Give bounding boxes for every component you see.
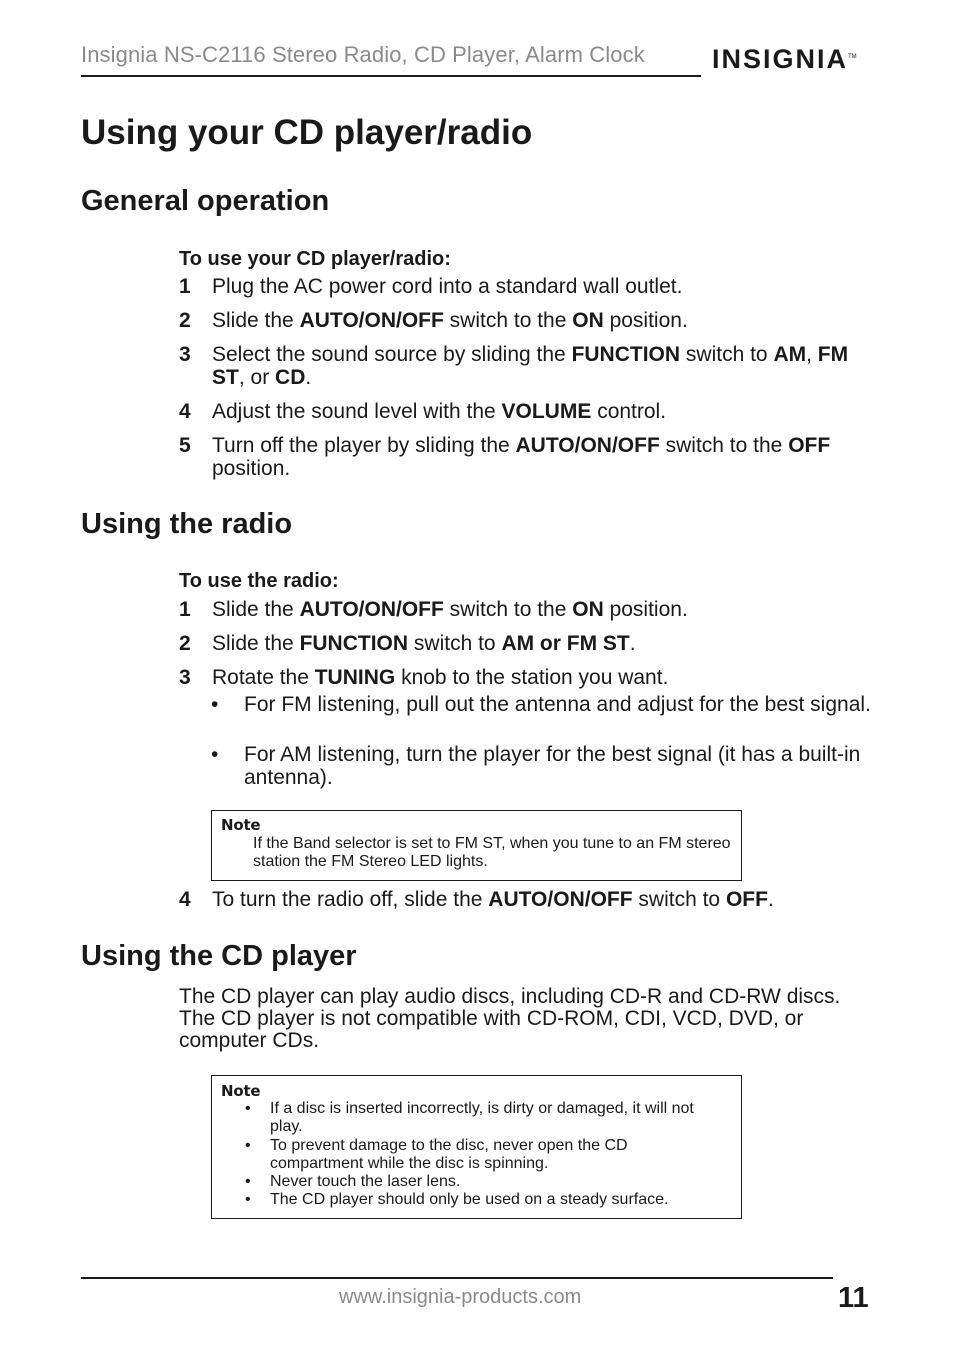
bullet-glyph: • xyxy=(245,1173,251,1190)
bold-term: AUTO/ON/OFF xyxy=(299,598,444,621)
step-text: To turn the radio off, slide the AUTO/ON/OFF switch to OFF. xyxy=(212,888,774,911)
procedure-title-general: To use your CD player/radio: xyxy=(179,248,451,270)
footer-rule xyxy=(81,1277,833,1279)
step-general-4 xyxy=(179,400,879,423)
step-number: 2 xyxy=(179,309,191,332)
step-number: 1 xyxy=(179,598,191,621)
section-heading-radio: Using the radio xyxy=(81,508,293,540)
bold-term: ON xyxy=(572,309,604,332)
step-text: Select the sound source by sliding the FUNCTION switch to AM, FM ST, or CD. xyxy=(212,343,849,389)
step-general-2 xyxy=(179,309,879,332)
bold-term: OFF xyxy=(788,434,831,457)
page-number: 11 xyxy=(838,1282,869,1314)
bold-term: FUNCTION xyxy=(571,343,681,366)
cd-paragraph: The CD player can play audio discs, including CD-R and CD-RW discs. The CD player is not compatible with CD-ROM, CDI, VCD, DVD, or computer CDs. xyxy=(179,985,841,1052)
step-text: Adjust the sound level with the VOLUME control. xyxy=(212,400,667,423)
section-heading-general: General operation xyxy=(81,185,330,217)
step-general-1 xyxy=(179,275,879,298)
note-bullet-1 xyxy=(245,1100,725,1136)
bold-term: FUNCTION xyxy=(299,632,409,655)
bullet-text: For FM listening, pull out the antenna and adjust for the best signal. xyxy=(244,693,871,716)
step-radio-3 xyxy=(179,666,879,689)
bold-term: TUNING xyxy=(314,666,396,689)
logo-trademark: TM xyxy=(848,54,857,60)
step-text: Slide the FUNCTION switch to AM or FM ST. xyxy=(212,632,636,655)
step-general-5 xyxy=(179,434,879,480)
step-number: 5 xyxy=(179,434,191,457)
note-text: If the Band selector is set to FM ST, when you tune to an FM stereo station the FM Stereo LED lights. xyxy=(253,835,731,870)
step-text: Slide the AUTO/ON/OFF switch to the ON position. xyxy=(212,309,688,332)
bullet-glyph: • xyxy=(245,1191,251,1208)
step-number: 2 xyxy=(179,632,191,655)
note-bullet-text: To prevent damage to the disc, never open the CD compartment while the disc is spinning. xyxy=(270,1137,628,1172)
bold-term: CD xyxy=(275,366,306,389)
note-bullet-4 xyxy=(245,1191,725,1209)
insignia-logo xyxy=(712,44,857,75)
note-box-cd xyxy=(211,1075,742,1219)
bold-term: AUTO/ON/OFF xyxy=(299,309,444,332)
step-radio-4 xyxy=(179,888,879,911)
bullet-glyph: • xyxy=(211,743,219,766)
running-header: Insignia NS-C2116 Stereo Radio, CD Player, Alarm Clock xyxy=(81,42,645,67)
bold-term: VOLUME xyxy=(501,400,592,423)
step-number: 3 xyxy=(179,343,191,366)
note-bullet-text: Never touch the laser lens. xyxy=(270,1173,461,1190)
bullet-glyph: • xyxy=(211,693,219,716)
logo-text: INSIGNIA xyxy=(712,44,849,74)
step-text: Rotate the TUNING knob to the station you want. xyxy=(212,666,669,689)
note-bullet-3 xyxy=(245,1173,725,1191)
bold-term: AM or FM ST xyxy=(501,632,630,655)
note-bullet-text: If a disc is inserted incorrectly, is dirty or damaged, it will not play. xyxy=(270,1100,694,1135)
note-label: Note xyxy=(221,1082,261,1100)
bold-term: AUTO/ON/OFF xyxy=(488,888,633,911)
step-number: 4 xyxy=(179,400,191,423)
section-heading-cd: Using the CD player xyxy=(81,940,357,972)
page-title: Using your CD player/radio xyxy=(81,113,533,152)
step-radio-1 xyxy=(179,598,879,621)
bullet-text: For AM listening, turn the player for the best signal (it has a built-in antenna). xyxy=(244,743,861,789)
procedure-title-radio: To use the radio: xyxy=(179,570,339,592)
bold-term: AUTO/ON/OFF xyxy=(515,434,660,457)
note-bullet-text: The CD player should only be used on a steady surface. xyxy=(270,1191,669,1208)
bullet-glyph: • xyxy=(245,1100,251,1117)
step-text: Turn off the player by sliding the AUTO/ON/OFF switch to the OFF position. xyxy=(212,434,831,480)
step-number: 1 xyxy=(179,275,191,298)
footer-url: www.insignia-products.com xyxy=(339,1286,582,1308)
header-rule xyxy=(81,75,701,77)
bullet-glyph: • xyxy=(245,1137,251,1154)
list-item-radio-bullet-1 xyxy=(211,693,871,716)
step-text: Slide the AUTO/ON/OFF switch to the ON position. xyxy=(212,598,688,621)
note-bullet-2 xyxy=(245,1137,725,1173)
step-text: Plug the AC power cord into a standard wall outlet. xyxy=(212,275,683,298)
list-item-radio-bullet-2 xyxy=(211,743,871,789)
bold-term: ON xyxy=(572,598,604,621)
step-number: 3 xyxy=(179,666,191,689)
step-radio-2 xyxy=(179,632,879,655)
step-number: 4 xyxy=(179,888,191,911)
note-box-radio xyxy=(211,810,742,881)
bold-term: FM ST xyxy=(212,343,849,389)
step-general-3 xyxy=(179,343,879,389)
note-label: Note xyxy=(221,816,261,834)
bold-term: AM xyxy=(773,343,807,366)
bold-term: OFF xyxy=(725,888,768,911)
